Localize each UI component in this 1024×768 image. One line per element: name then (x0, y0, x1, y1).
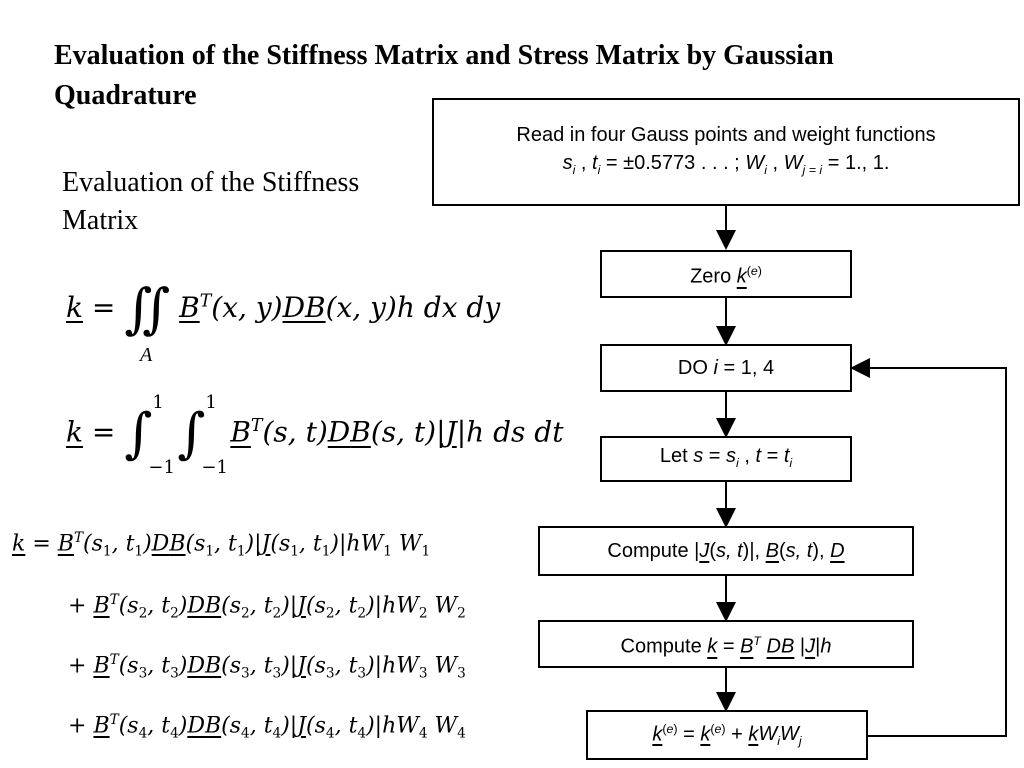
equation-area-integral: k = ∬ $B^T(x$, y)DB(x, y)h dx dy (66, 277, 501, 340)
equation-natural-integral: k = ∫ 1 −1 ∫ 1 −1 $B^T(s$, t)DB(s, t)|J|h ds dt (66, 392, 564, 478)
gauss-sum-term-2: + $B^T(s_2$, $t_2)DB(s_2$, $t_2)|J(s_2$, $t_2)|hW_2$ $W_2$ (68, 592, 466, 622)
let-label: Let $s = s_i$ , $t = t_i$ (659, 444, 793, 470)
let-box (600, 436, 852, 482)
zero-k-label: Zero $k^{(e)}$ (690, 264, 762, 288)
read-box-line-2: $s_i$ , $t_i = \pm 0.5773$ . . . ; $W_i$ , $W_{j = i} = 1$., 1. (562, 151, 890, 177)
section-subtitle: Evaluation of the Stiffness Matrix (62, 167, 360, 236)
compute-k-box (538, 620, 914, 668)
do-loop-label: DO i = 1, 4 (677, 357, 775, 379)
slide-title: Evaluation of the Stiffness Matrix and Stress Matrix by Gaussian Quadrature (54, 40, 834, 111)
accumulate-k-box (586, 710, 868, 760)
do-loop-box (600, 344, 852, 392)
compute-jacobian-box (538, 526, 914, 576)
compute-k-label: Compute $k = B^T$ DB |J|h (620, 634, 832, 658)
accumulate-k-label: $k^{(e)} = k^{(e)} + kW_iW_j$ (652, 721, 802, 749)
zero-k-box (600, 250, 852, 298)
compute-jacobian-label: Compute |J(s, t)|, B(s, t), D (607, 540, 845, 562)
gauss-sum-term-4: + $B^T(s_4$, $t_4)DB(s_4$, $t_4)|J(s_4$, $t_4)|hW_4$ $W_4$ (68, 712, 466, 742)
read-gauss-points-box (432, 98, 1020, 206)
area-label: A (140, 344, 153, 366)
gauss-sum-term-3: + $B^T(s_3$, $t_3)DB(s_3$, $t_3)|J(s_3$, $t_3)|hW_3$ $W_3$ (68, 652, 466, 682)
gauss-sum-term-1: $k = B^T(s_1$, $t_1)DB(s_1$, $t_1)|J(s_1$, $t_1)|hW_1$ $W_1$ (12, 530, 431, 560)
read-box-line-1: Read in four Gauss points and weight functions (516, 123, 936, 146)
